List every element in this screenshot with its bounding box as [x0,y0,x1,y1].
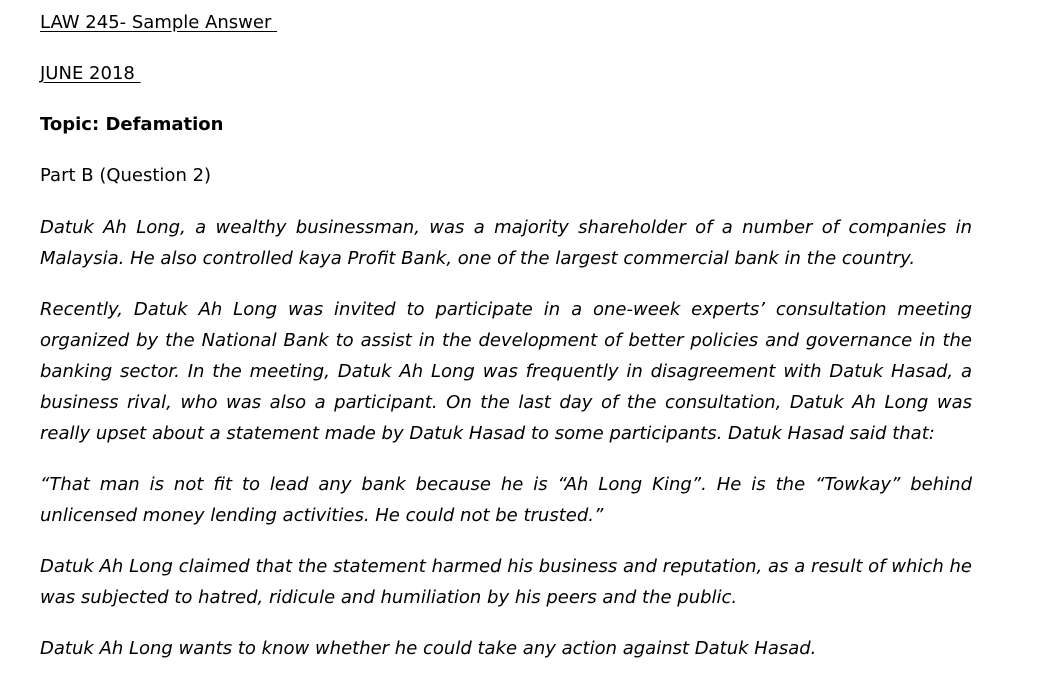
question-paragraph-2: Recently, Datuk Ah Long was invited to participate in a one-week experts’ consultation meeting organized by the National Bank to assist in the development of better policies and governance in the banking sector. In the meeting, Datuk Ah Long was frequently in disagreement with Datuk Hasad, a business rival, who was also a participant. On the last day of the consultation, Datuk Ah Long was really upset about a statement made by Datuk Hasad to some participants. Datuk Hasad said that: [40,299,972,444]
part-heading: Part B (Question 2) [40,165,212,186]
question-paragraph-4: Datuk Ah Long claimed that the statement harmed his business and reputation, as a result of which he was subjected to hatred, ridicule and humiliation by his peers and the public. [40,556,972,608]
question-paragraph-5: Datuk Ah Long wants to know whether he could take any action against Datuk Hasad. [40,638,817,659]
exam-date: JUNE 2018 [40,63,141,84]
quoted-statement: “That man is not fit to lead any bank because he is “Ah Long King”. He is the “Towkay” behind unlicensed money lending activities. He could not be trusted.” [40,474,972,526]
topic-heading: Topic: Defamation [40,114,224,135]
document-page [40,8,972,664]
question-paragraph-1: Datuk Ah Long, a wealthy businessman, was a majority shareholder of a number of companies in Malaysia. He also controlled kaya Profit Bank, one of the largest commercial bank in the country. [40,217,972,269]
course-heading: LAW 245- Sample Answer [40,12,278,33]
